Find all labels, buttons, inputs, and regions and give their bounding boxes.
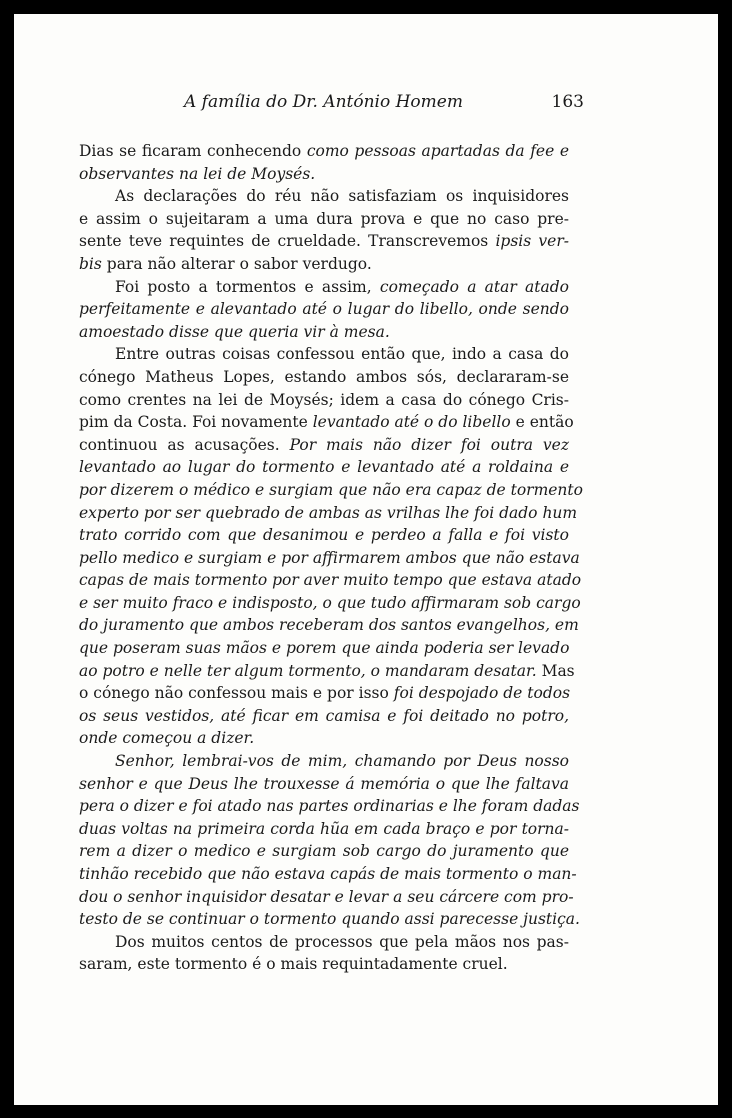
text-run: o cónego não confessou mais e por isso — [79, 684, 394, 703]
italic-text: começado a atar atado — [379, 277, 569, 296]
text-line — [79, 840, 569, 863]
text-run: Dos muitos centos de processos que pela mãos nos pas- — [115, 932, 569, 951]
italic-text: do juramento que ambos receberam dos santos evangelhos, em — [79, 616, 579, 635]
italic-text: Senhor, lembrai-vos de mim, chamando por Deus nosso — [115, 752, 569, 771]
text-line — [79, 953, 569, 976]
text-line — [79, 366, 569, 389]
italic-text: por dizerem o médico e surgiam que não era capaz de tormento — [79, 480, 583, 499]
text-line — [79, 863, 577, 886]
text-run: As declarações do réu não satisfaziam os inquisidores — [115, 187, 569, 206]
italic-text: e ser muito fraco e indisposto, o que tudo affirmaram sob cargo — [79, 593, 581, 612]
text-line — [79, 547, 580, 570]
italic-text: trato corrido com que desanimou e perdeo a falla e foi visto — [79, 526, 569, 545]
text-line — [79, 682, 569, 705]
italic-text: rem a dizer o medico e surgiam sob cargo do juramento que — [79, 842, 569, 861]
text-line — [79, 818, 569, 841]
text-line — [79, 434, 569, 457]
text-line — [79, 230, 569, 253]
text-line — [79, 773, 569, 796]
italic-text: que poseram suas mãos e porem que ainda poderia ser levado — [79, 639, 570, 658]
italic-text: senhor e que Deus lhe trouxesse á memória o que lhe faltava — [79, 774, 569, 793]
text-line — [79, 795, 580, 818]
text-line — [79, 705, 569, 728]
text-line — [79, 727, 569, 750]
text-line — [79, 276, 569, 299]
italic-text: experto por ser quebrado de ambas as vrilhas lhe foi dado hum — [79, 503, 578, 522]
text-line — [79, 750, 569, 773]
italic-text: testo de se continuar o tormento quando assi parecesse justiça. — [79, 910, 580, 929]
italic-text: ao potro e nelle ter algum tormento, o mandaram desatar. — [79, 661, 537, 680]
text-line — [79, 660, 575, 683]
text-run: e então — [510, 413, 574, 432]
text-run: saram, este tormento é o mais requintadamente cruel. — [79, 955, 508, 974]
text-run: como crentes na lei de Moysés; idem a casa do cónego Cris- — [79, 390, 569, 409]
text-line — [79, 208, 569, 231]
text-line — [79, 163, 569, 186]
text-line — [79, 140, 569, 163]
text-line — [79, 614, 579, 637]
text-line — [79, 524, 569, 547]
text-line — [79, 456, 569, 479]
text-line — [79, 185, 569, 208]
text-run: Mas — [536, 661, 575, 680]
text-run: para não alterar o sabor verdugo. — [101, 254, 372, 273]
italic-text: pera o dizer e foi atado nas partes ordinarias e lhe foram dadas — [79, 797, 580, 816]
italic-text: onde começou a dizer. — [79, 729, 255, 748]
text-run: sente teve requintes de crueldade. Transcrevemos — [79, 232, 496, 251]
text-line — [79, 886, 574, 909]
italic-text: foi despojado de todos — [393, 684, 571, 703]
text-line — [79, 411, 574, 434]
text-line — [79, 298, 569, 321]
italic-text: tinhão recebido que não estava capás de mais tormento o man- — [79, 865, 577, 883]
text-line — [79, 253, 569, 276]
text-run: pim da Costa. Foi novamente — [79, 413, 313, 432]
text-run: cónego Matheus Lopes, estando ambos sós, declararam-se — [79, 367, 569, 386]
italic-text: pello medico e surgiam e por affirmarem ambos que não estava — [79, 548, 580, 567]
italic-text: levantado até o do libello — [312, 413, 511, 432]
text-line — [79, 908, 580, 931]
italic-text: como pessoas apartadas da fee e — [306, 142, 570, 160]
text-line — [79, 479, 583, 502]
text-line — [79, 321, 569, 344]
text-run: continuou as acusações. — [79, 435, 290, 454]
italic-text: capas de mais tormento por aver muito tempo que estava atado — [79, 571, 582, 590]
book-page — [14, 14, 718, 1105]
body-text — [79, 140, 583, 976]
text-line — [79, 637, 569, 660]
text-run: Entre outras coisas confessou então que, indo a casa do — [115, 345, 569, 364]
italic-text: perfeitamente e alevantado até o lugar do libello, onde sendo — [79, 300, 569, 319]
text-run: e assim o sujeitaram a uma dura prova e que no caso pre- — [79, 209, 569, 228]
running-title: A família do Dr. António Homem — [184, 92, 463, 112]
italic-text: amoestado disse que queria vir à mesa. — [79, 322, 390, 341]
text-line — [79, 569, 582, 592]
text-line — [79, 389, 569, 412]
text-line — [79, 502, 578, 525]
page-number: 163 — [551, 92, 584, 112]
page-header — [184, 92, 584, 116]
text-line — [79, 592, 581, 615]
italic-text: levantado ao lugar do tormento e levantado até a roldaina e — [79, 458, 569, 477]
italic-text: bis — [79, 254, 102, 273]
italic-text: duas voltas na primeira corda hũa em cada braço e por torna- — [79, 819, 569, 838]
text-run: Foi posto a tormentos e assim, — [115, 277, 380, 296]
italic-text: dou o senhor inquisidor desatar e levar a seu cárcere com pro- — [79, 887, 574, 906]
text-line — [79, 343, 569, 366]
italic-text: ipsis ver- — [495, 232, 569, 251]
text-line — [79, 931, 569, 954]
italic-text: observantes na lei de Moysés. — [79, 164, 316, 183]
italic-text: os seus vestidos, até ficar em camisa e foi deitado no potro, — [79, 706, 569, 725]
italic-text: Por mais não dizer foi outra vez — [289, 435, 570, 454]
text-run: Dias se ficaram conhecendo — [79, 142, 307, 160]
